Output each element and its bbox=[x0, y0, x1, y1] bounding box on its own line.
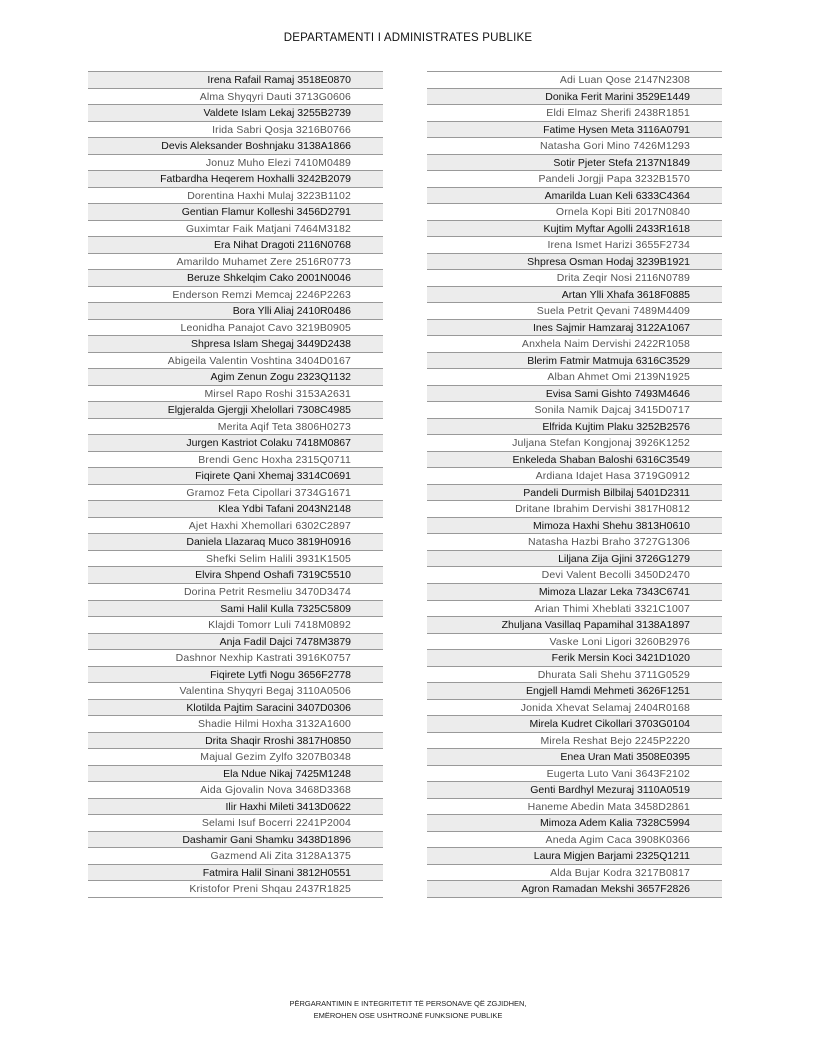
list-item: Jonida Xhevat Selamaj 2404R0168 bbox=[427, 700, 722, 717]
list-item: Adi Luan Qose 2147N2308 bbox=[427, 72, 722, 89]
list-item: Dorina Petrit Resmeliu 3470D3474 bbox=[88, 584, 383, 601]
list-item: Alban Ahmet Omi 2139N1925 bbox=[427, 369, 722, 386]
list-item: Pandeli Durmish Bilbilaj 5401D2311 bbox=[427, 485, 722, 502]
list-item: Juljana Stefan Kongjonaj 3926K1252 bbox=[427, 435, 722, 452]
footer-line-2: EMËROHEN OSE USHTROJNË FUNKSIONE PUBLIKE bbox=[313, 1011, 503, 1020]
list-item: Ilir Haxhi Mileti 3413D0622 bbox=[88, 799, 383, 816]
list-item: Donika Ferit Marini 3529E1449 bbox=[427, 89, 722, 106]
list-item: Valentina Shyqyri Begaj 3110A0506 bbox=[88, 683, 383, 700]
list-item: Gramoz Feta Cipollari 3734G1671 bbox=[88, 485, 383, 502]
list-item: Ornela Kopi Biti 2017N0840 bbox=[427, 204, 722, 221]
list-item: Shpresa Osman Hodaj 3239B1921 bbox=[427, 254, 722, 271]
list-item: Elgjeralda Gjergji Xhelollari 7308C4985 bbox=[88, 402, 383, 419]
list-item: Guximtar Faik Matjani 7464M3182 bbox=[88, 221, 383, 238]
page-title: DEPARTAMENTI I ADMINISTRATES PUBLIKE bbox=[283, 32, 533, 44]
list-item: Brendi Genc Hoxha 2315Q0711 bbox=[88, 452, 383, 469]
list-item: Mimoza Adem Kalia 7328C5994 bbox=[427, 815, 722, 832]
list-item: Genti Bardhyl Mezuraj 3110A0519 bbox=[427, 782, 722, 799]
list-item: Kristofor Preni Shqau 2437R1825 bbox=[88, 881, 383, 898]
list-item: Sami Halil Kulla 7325C5809 bbox=[88, 601, 383, 618]
list-item: Vaske Loni Ligori 3260B2976 bbox=[427, 634, 722, 651]
list-item: Blerim Fatmir Matmuja 6316C3529 bbox=[427, 353, 722, 370]
list-item: Haneme Abedin Mata 3458D2861 bbox=[427, 799, 722, 816]
list-item: Liljana Zija Gjini 3726G1279 bbox=[427, 551, 722, 568]
list-item: Jurgen Kastriot Colaku 7418M0867 bbox=[88, 435, 383, 452]
list-item: Dashnor Nexhip Kastrati 3916K0757 bbox=[88, 650, 383, 667]
list-item: Shpresa Islam Shegaj 3449D2438 bbox=[88, 336, 383, 353]
list-item: Aida Gjovalin Nova 3468D3368 bbox=[88, 782, 383, 799]
list-item: Drita Shaqir Rroshi 3817H0850 bbox=[88, 733, 383, 750]
list-item: Irena Ismet Harizi 3655F2734 bbox=[427, 237, 722, 254]
right-name-list bbox=[427, 71, 722, 898]
list-item: Bora Ylli Aliaj 2410R0486 bbox=[88, 303, 383, 320]
list-item: Eugerta Luto Vani 3643F2102 bbox=[427, 766, 722, 783]
list-item: Aneda Agim Caca 3908K0366 bbox=[427, 832, 722, 849]
list-item: Evisa Sami Gishto 7493M4646 bbox=[427, 386, 722, 403]
list-item: Fatime Hysen Meta 3116A0791 bbox=[427, 122, 722, 139]
list-item: Klea Ydbi Tafani 2043N2148 bbox=[88, 501, 383, 518]
list-item: Ardiana Idajet Hasa 3719G0912 bbox=[427, 468, 722, 485]
list-item: Devis Aleksander Boshnjaku 3138A1866 bbox=[88, 138, 383, 155]
list-item: Amarilda Luan Keli 6333C4364 bbox=[427, 188, 722, 205]
list-item: Gentian Flamur Kolleshi 3456D2791 bbox=[88, 204, 383, 221]
list-item: Irena Rafail Ramaj 3518E0870 bbox=[88, 72, 383, 89]
list-item: Devi Valent Becolli 3450D2470 bbox=[427, 567, 722, 584]
list-item: Leonidha Panajot Cavo 3219B0905 bbox=[88, 320, 383, 337]
list-item: Elvira Shpend Oshafi 7319C5510 bbox=[88, 567, 383, 584]
list-item: Dhurata Sali Shehu 3711G0529 bbox=[427, 667, 722, 684]
footer-line-1: PËRGARANTIMIN E INTEGRITETIT TË PERSONAVE QË ZGJIDHEN, bbox=[289, 999, 527, 1008]
list-item: Sotir Pjeter Stefa 2137N1849 bbox=[427, 155, 722, 172]
list-item: Mirela Kudret Cikollari 3703G0104 bbox=[427, 716, 722, 733]
left-name-list bbox=[88, 71, 383, 898]
list-item: Suela Petrit Qevani 7489M4409 bbox=[427, 303, 722, 320]
list-item: Shadie Hilmi Hoxha 3132A1600 bbox=[88, 716, 383, 733]
list-item: Fiqirete Lytfi Nogu 3656F2778 bbox=[88, 667, 383, 684]
list-item: Jonuz Muho Elezi 7410M0489 bbox=[88, 155, 383, 172]
list-item: Gazmend Ali Zita 3128A1375 bbox=[88, 848, 383, 865]
list-item: Fatmira Halil Sinani 3812H0551 bbox=[88, 865, 383, 882]
list-item: Enderson Remzi Memcaj 2246P2263 bbox=[88, 287, 383, 304]
list-item: Fatbardha Heqerem Hoxhalli 3242B2079 bbox=[88, 171, 383, 188]
list-item: Mirela Reshat Bejo 2245P2220 bbox=[427, 733, 722, 750]
list-item: Ela Ndue Nikaj 7425M1248 bbox=[88, 766, 383, 783]
list-item: Merita Aqif Teta 3806H0273 bbox=[88, 419, 383, 436]
list-item: Laura Migjen Barjami 2325Q1211 bbox=[427, 848, 722, 865]
list-item: Elfrida Kujtim Plaku 3252B2576 bbox=[427, 419, 722, 436]
list-item: Mirsel Rapo Roshi 3153A2631 bbox=[88, 386, 383, 403]
list-item: Fiqirete Qani Xhemaj 3314C0691 bbox=[88, 468, 383, 485]
list-item: Eldi Elmaz Sherifi 2438R1851 bbox=[427, 105, 722, 122]
list-item: Mimoza Haxhi Shehu 3813H0610 bbox=[427, 518, 722, 535]
list-item: Amarildo Muhamet Zere 2516R0773 bbox=[88, 254, 383, 271]
list-item: Alma Shyqyri Dauti 3713G0606 bbox=[88, 89, 383, 106]
list-item: Klotilda Pajtim Saracini 3407D0306 bbox=[88, 700, 383, 717]
list-item: Beruze Shkelqim Cako 2001N0046 bbox=[88, 270, 383, 287]
list-item: Klajdi Tomorr Luli 7418M0892 bbox=[88, 617, 383, 634]
list-item: Dashamir Gani Shamku 3438D1896 bbox=[88, 832, 383, 849]
list-item: Ines Sajmir Hamzaraj 3122A1067 bbox=[427, 320, 722, 337]
list-item: Pandeli Jorgji Papa 3232B1570 bbox=[427, 171, 722, 188]
list-item: Abigeila Valentin Voshtina 3404D0167 bbox=[88, 353, 383, 370]
list-item: Sonila Namik Dajcaj 3415D0717 bbox=[427, 402, 722, 419]
list-item: Natasha Hazbi Braho 3727G1306 bbox=[427, 534, 722, 551]
list-item: Irida Sabri Qosja 3216B0766 bbox=[88, 122, 383, 139]
list-item: Era Nihat Dragoti 2116N0768 bbox=[88, 237, 383, 254]
list-item: Arian Thimi Xheblati 3321C1007 bbox=[427, 601, 722, 618]
list-item: Alda Bujar Kodra 3217B0817 bbox=[427, 865, 722, 882]
list-item: Zhuljana Vasillaq Papamihal 3138A1897 bbox=[427, 617, 722, 634]
list-item: Dritane Ibrahim Dervishi 3817H0812 bbox=[427, 501, 722, 518]
page-footer bbox=[0, 998, 816, 1022]
list-item: Enea Uran Mati 3508E0395 bbox=[427, 749, 722, 766]
list-item: Majual Gezim Zylfo 3207B0348 bbox=[88, 749, 383, 766]
list-item: Kujtim Myftar Agolli 2433R1618 bbox=[427, 221, 722, 238]
list-item: Valdete Islam Lekaj 3255B2739 bbox=[88, 105, 383, 122]
list-item: Agron Ramadan Mekshi 3657F2826 bbox=[427, 881, 722, 898]
list-item: Anxhela Naim Dervishi 2422R1058 bbox=[427, 336, 722, 353]
list-item: Enkeleda Shaban Baloshi 6316C3549 bbox=[427, 452, 722, 469]
list-item: Ferik Mersin Koci 3421D1020 bbox=[427, 650, 722, 667]
list-item: Selami Isuf Bocerri 2241P2004 bbox=[88, 815, 383, 832]
list-item: Anja Fadil Dajci 7478M3879 bbox=[88, 634, 383, 651]
list-item: Ajet Haxhi Xhemollari 6302C2897 bbox=[88, 518, 383, 535]
list-item: Artan Ylli Xhafa 3618F0885 bbox=[427, 287, 722, 304]
list-item: Agim Zenun Zogu 2323Q1132 bbox=[88, 369, 383, 386]
list-item: Natasha Gori Mino 7426M1293 bbox=[427, 138, 722, 155]
list-item: Mimoza Llazar Leka 7343C6741 bbox=[427, 584, 722, 601]
list-item: Engjell Hamdi Mehmeti 3626F1251 bbox=[427, 683, 722, 700]
list-item: Dorentina Haxhi Mulaj 3223B1102 bbox=[88, 188, 383, 205]
list-item: Drita Zeqir Nosi 2116N0789 bbox=[427, 270, 722, 287]
list-item: Shefki Selim Halili 3931K1505 bbox=[88, 551, 383, 568]
list-item: Daniela Llazaraq Muco 3819H0916 bbox=[88, 534, 383, 551]
